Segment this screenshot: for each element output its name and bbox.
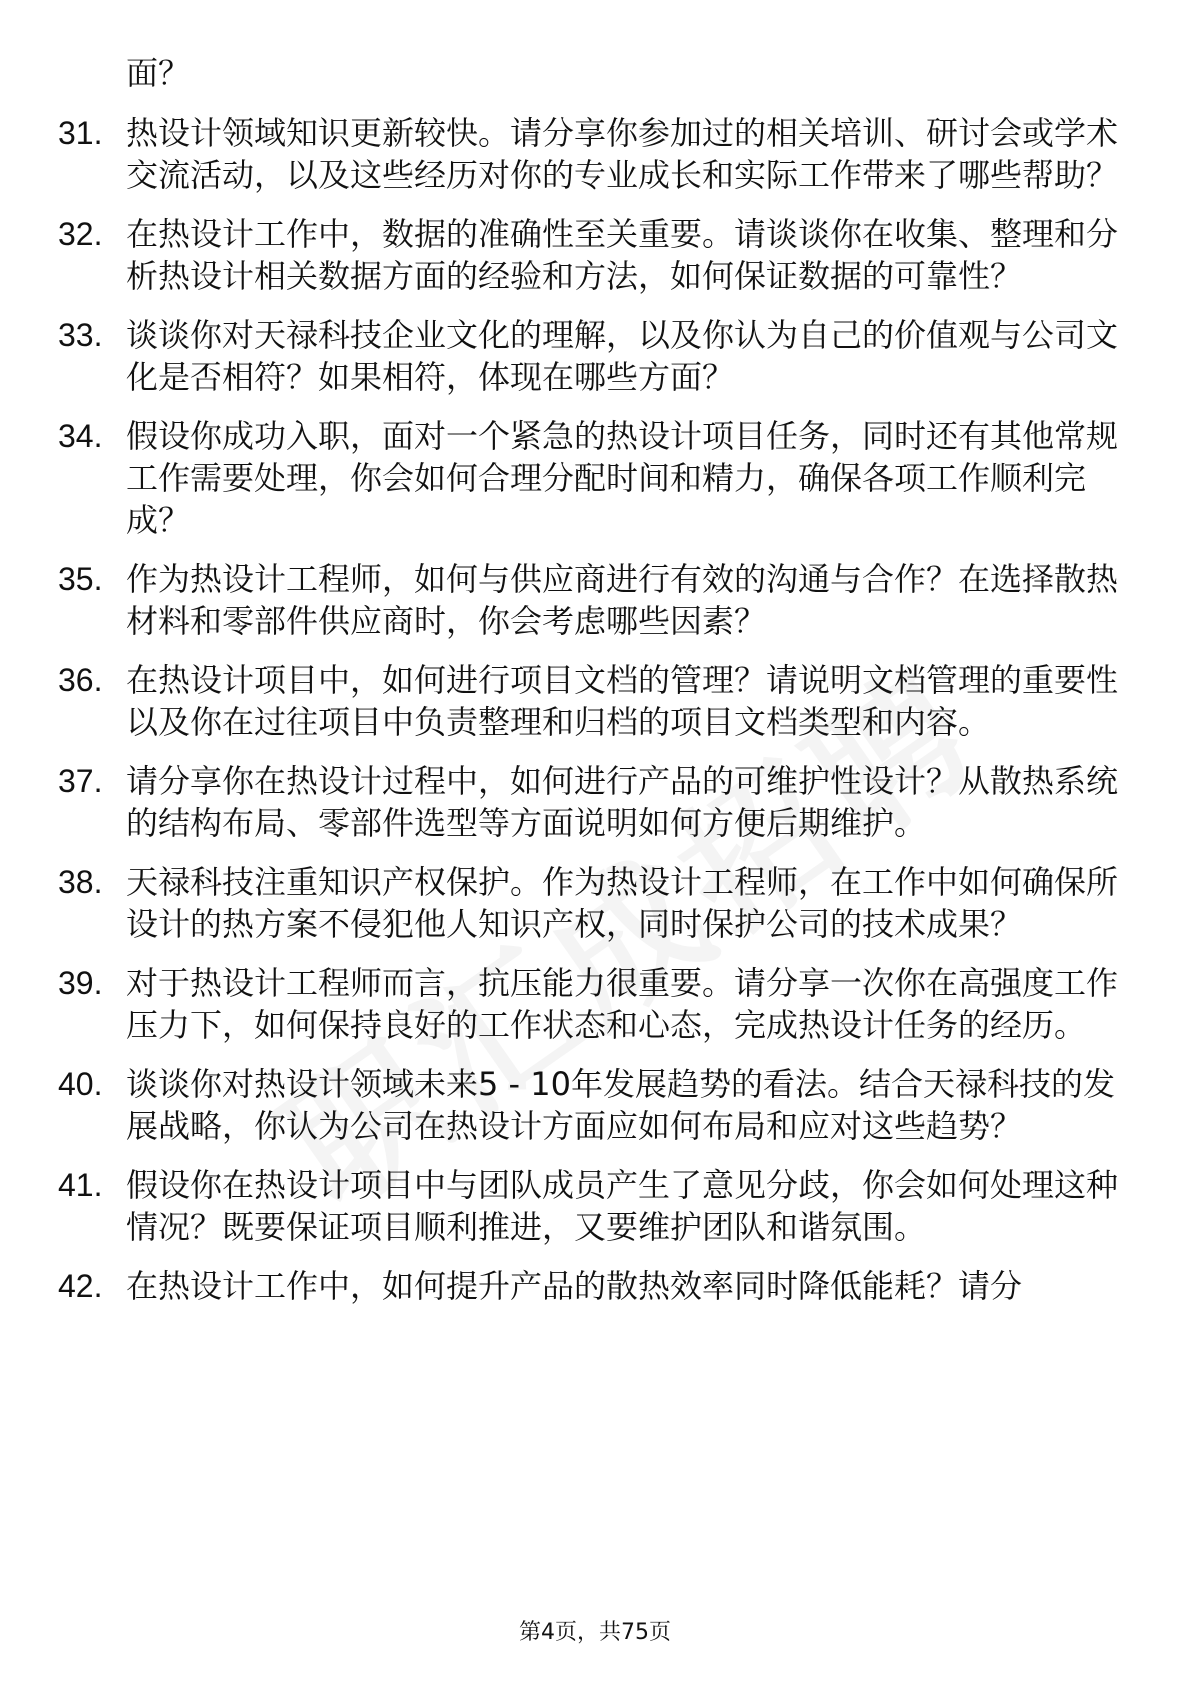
question-item: [58, 314, 1138, 398]
question-item: [58, 760, 1138, 844]
question-text: 对于热设计工程师而言，抗压能力很重要。请分享一次你在高强度工作压力下，如何保持良好的工作状态和心态，完成热设计任务的经历。: [126, 964, 1119, 1044]
question-number: 42.: [58, 1268, 103, 1304]
question-text: 天禄科技注重知识产权保护。作为热设计工程师，在工作中如何确保所设计的热方案不侵犯他人知识产权，同时保护公司的技术成果？: [126, 863, 1119, 943]
question-item: [58, 1164, 1138, 1248]
question-item: [58, 1265, 1138, 1307]
question-list: [58, 52, 1138, 1324]
question-number: 38.: [58, 864, 103, 900]
question-text: 谈谈你对热设计领域未来5 - 10年发展趋势的看法。结合天禄科技的发展战略，你认为公司在热设计方面应如何布局和应对这些趋势？: [126, 1065, 1115, 1145]
question-item: [58, 659, 1138, 743]
question-text: 在热设计工作中，如何提升产品的散热效率同时降低能耗？请分: [126, 1267, 1023, 1305]
question-text: 请分享你在热设计过程中，如何进行产品的可维护性设计？从散热系统的结构布局、零部件选型等方面说明如何方便后期维护。: [126, 762, 1119, 842]
question-text: 在热设计项目中，如何进行项目文档的管理？请说明文档管理的重要性以及你在过往项目中负责整理和归档的项目文档类型和内容。: [126, 661, 1119, 741]
page-footer: 第4页，共75页: [519, 1620, 671, 1645]
question-number: 40.: [58, 1066, 103, 1102]
question-text: 作为热设计工程师，如何与供应商进行有效的沟通与合作？在选择散热材料和零部件供应商时，你会考虑哪些因素？: [126, 560, 1119, 640]
question-number: 33.: [58, 317, 103, 353]
question-text: 假设你在热设计项目中与团队成员产生了意见分歧，你会如何处理这种情况？既要保证项目顺利推进，又要维护团队和谐氛围。: [126, 1166, 1119, 1246]
question-item: [58, 962, 1138, 1046]
question-number: 36.: [58, 662, 103, 698]
question-item: [58, 558, 1138, 642]
question-number: 34.: [58, 418, 103, 454]
question-item: [58, 861, 1138, 945]
question-item: [58, 415, 1138, 541]
question-number: 32.: [58, 216, 103, 252]
question-number: 39.: [58, 965, 103, 1001]
question-item: [58, 112, 1138, 196]
question-number: 41.: [58, 1167, 103, 1203]
question-item: [58, 213, 1138, 297]
question-text: 在热设计工作中，数据的准确性至关重要。请谈谈你在收集、整理和分析热设计相关数据方面的经验和方法，如何保证数据的可靠性？: [126, 215, 1119, 295]
questions-container: [58, 112, 1138, 1307]
question-text: 谈谈你对天禄科技企业文化的理解，以及你认为自己的价值观与公司文化是否相符？如果相符，体现在哪些方面？: [126, 316, 1119, 396]
continuation-text: 面？: [126, 54, 191, 92]
question-number: 37.: [58, 763, 103, 799]
question-text: 热设计领域知识更新较快。请分享你参加过的相关培训、研讨会或学术交流活动，以及这些经历对你的专业成长和实际工作带来了哪些帮助？: [126, 114, 1119, 194]
question-number: 31.: [58, 115, 103, 151]
question-text: 假设你成功入职，面对一个紧急的热设计项目任务，同时还有其他常规工作需要处理，你会如何合理分配时间和精力，确保各项工作顺利完成？: [126, 417, 1119, 539]
question-number: 35.: [58, 561, 103, 597]
question-item: [58, 1063, 1138, 1147]
